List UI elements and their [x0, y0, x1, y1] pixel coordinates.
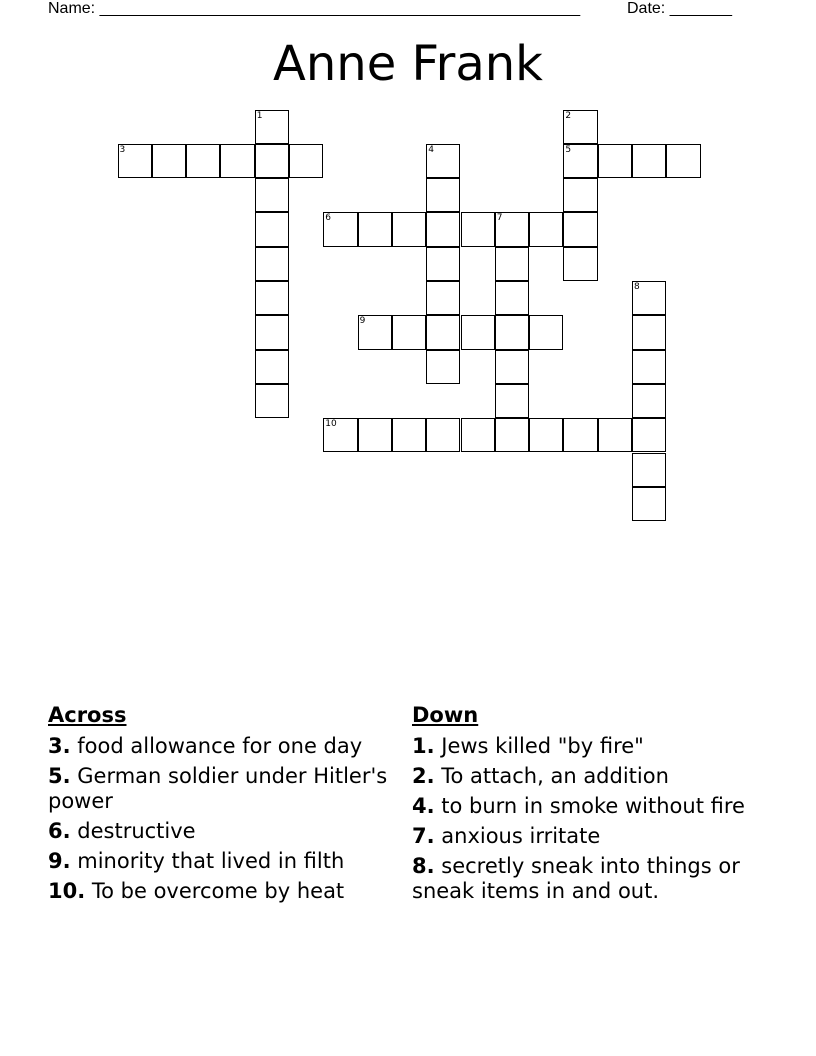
- clue-item: [412, 764, 762, 789]
- grid-cell[interactable]: [118, 144, 152, 178]
- clue-number: 3: [119, 144, 126, 155]
- clue-number-label: 1.: [412, 734, 435, 758]
- grid-cell[interactable]: [358, 212, 392, 246]
- grid-cell[interactable]: [529, 315, 563, 349]
- across-clues: [48, 703, 388, 909]
- clue-text: destructive: [70, 819, 196, 843]
- grid-cell[interactable]: [255, 315, 289, 349]
- clue-number-label: 10.: [48, 879, 86, 903]
- date-field-label[interactable]: Date: _______: [627, 0, 732, 17]
- clue-number: 6: [325, 213, 332, 224]
- across-heading: Across: [48, 703, 127, 727]
- grid-cell[interactable]: [426, 212, 460, 246]
- grid-cell[interactable]: [220, 144, 254, 178]
- clue-number-label: 3.: [48, 734, 71, 758]
- clue-number: 5: [565, 144, 572, 155]
- clue-number: 9: [359, 316, 366, 327]
- clue-item: [412, 824, 762, 849]
- clue-number: 2: [565, 110, 572, 121]
- grid-cell[interactable]: [289, 144, 323, 178]
- grid-cell[interactable]: [426, 350, 460, 384]
- clue-number: 7: [496, 213, 503, 224]
- name-field-label[interactable]: Name: ______________________________________________________: [48, 0, 581, 17]
- grid-cell[interactable]: [495, 384, 529, 418]
- grid-cell[interactable]: [632, 418, 666, 452]
- clue-number: 10: [325, 419, 337, 430]
- grid-cell[interactable]: [255, 212, 289, 246]
- grid-cell[interactable]: [392, 315, 426, 349]
- grid-cell[interactable]: [632, 144, 666, 178]
- across-clue-list: [48, 734, 388, 904]
- grid-cell[interactable]: [563, 178, 597, 212]
- page-title: Anne Frank: [273, 36, 543, 92]
- grid-cell[interactable]: [632, 315, 666, 349]
- grid-cell[interactable]: [495, 315, 529, 349]
- grid-cell[interactable]: [426, 315, 460, 349]
- clue-text: To attach, an addition: [434, 764, 669, 788]
- clue-number: 4: [428, 144, 434, 155]
- grid-cell[interactable]: [461, 315, 495, 349]
- grid-cell[interactable]: [632, 350, 666, 384]
- clue-item: [48, 764, 388, 814]
- grid-cell[interactable]: [666, 144, 700, 178]
- grid-cell[interactable]: [632, 453, 666, 487]
- grid-cell[interactable]: [426, 418, 460, 452]
- grid-cell[interactable]: [529, 212, 563, 246]
- clue-number-label: 4.: [412, 794, 435, 818]
- clue-item: [48, 734, 388, 759]
- grid-cell[interactable]: [392, 418, 426, 452]
- grid-cell[interactable]: [563, 144, 597, 178]
- clue-number-label: 5.: [48, 764, 71, 788]
- clue-text: Jews killed "by fire": [434, 734, 644, 758]
- grid-cell[interactable]: [529, 418, 563, 452]
- clue-number-label: 8.: [412, 854, 435, 878]
- grid-cell[interactable]: [632, 384, 666, 418]
- grid-cell[interactable]: [495, 418, 529, 452]
- grid-cell[interactable]: [255, 281, 289, 315]
- grid-cell[interactable]: [255, 178, 289, 212]
- clue-number: 1: [256, 110, 263, 121]
- grid-cell[interactable]: [323, 418, 357, 452]
- clue-number-label: 9.: [48, 849, 71, 873]
- down-clues: [412, 703, 762, 909]
- grid-cell[interactable]: [563, 247, 597, 281]
- grid-cell[interactable]: [563, 418, 597, 452]
- grid-cell[interactable]: [495, 281, 529, 315]
- grid-cell[interactable]: [598, 418, 632, 452]
- clue-text: food allowance for one day: [70, 734, 363, 758]
- grid-cell[interactable]: [426, 281, 460, 315]
- down-clue-list: [412, 734, 762, 904]
- down-heading: Down: [412, 703, 479, 727]
- grid-cell[interactable]: [358, 315, 392, 349]
- clue-text: secretly sneak into things or sneak items in and out.: [412, 854, 740, 903]
- grid-cell[interactable]: [461, 418, 495, 452]
- grid-cell[interactable]: [323, 212, 357, 246]
- grid-cell[interactable]: [563, 212, 597, 246]
- clue-number: 8: [634, 282, 640, 292]
- clue-text: to burn in smoke without fire: [434, 794, 745, 818]
- grid-cell[interactable]: [186, 144, 220, 178]
- grid-cell[interactable]: [563, 110, 597, 144]
- grid-cell[interactable]: [495, 212, 529, 246]
- grid-cell[interactable]: [255, 247, 289, 281]
- grid-cell[interactable]: [426, 178, 460, 212]
- clue-item: [48, 879, 388, 904]
- grid-cell[interactable]: [632, 281, 666, 315]
- clue-text: anxious irritate: [434, 824, 601, 848]
- grid-cell[interactable]: [461, 212, 495, 246]
- clue-number-label: 6.: [48, 819, 71, 843]
- clue-text: minority that lived in filth: [70, 849, 345, 873]
- grid-cell[interactable]: [426, 144, 460, 178]
- clue-number-label: 2.: [412, 764, 435, 788]
- clue-item: [48, 849, 388, 874]
- grid-cell[interactable]: [358, 418, 392, 452]
- clue-number-label: 7.: [412, 824, 435, 848]
- clue-text: To be overcome by heat: [85, 879, 345, 903]
- grid-cell[interactable]: [152, 144, 186, 178]
- grid-cell[interactable]: [598, 144, 632, 178]
- clue-item: [412, 734, 762, 759]
- clue-item: [412, 854, 762, 904]
- grid-cell[interactable]: [255, 110, 289, 144]
- grid-cell[interactable]: [255, 350, 289, 384]
- grid-cell[interactable]: [392, 212, 426, 246]
- grid-cell[interactable]: [495, 247, 529, 281]
- grid-cell[interactable]: [495, 350, 529, 384]
- grid-cell[interactable]: [632, 487, 666, 521]
- grid-cell[interactable]: [426, 247, 460, 281]
- clue-item: [412, 794, 762, 819]
- grid-cell[interactable]: [255, 144, 289, 178]
- grid-cell[interactable]: [255, 384, 289, 418]
- clue-item: [48, 819, 388, 844]
- clue-text: German soldier under Hitler's power: [48, 764, 388, 813]
